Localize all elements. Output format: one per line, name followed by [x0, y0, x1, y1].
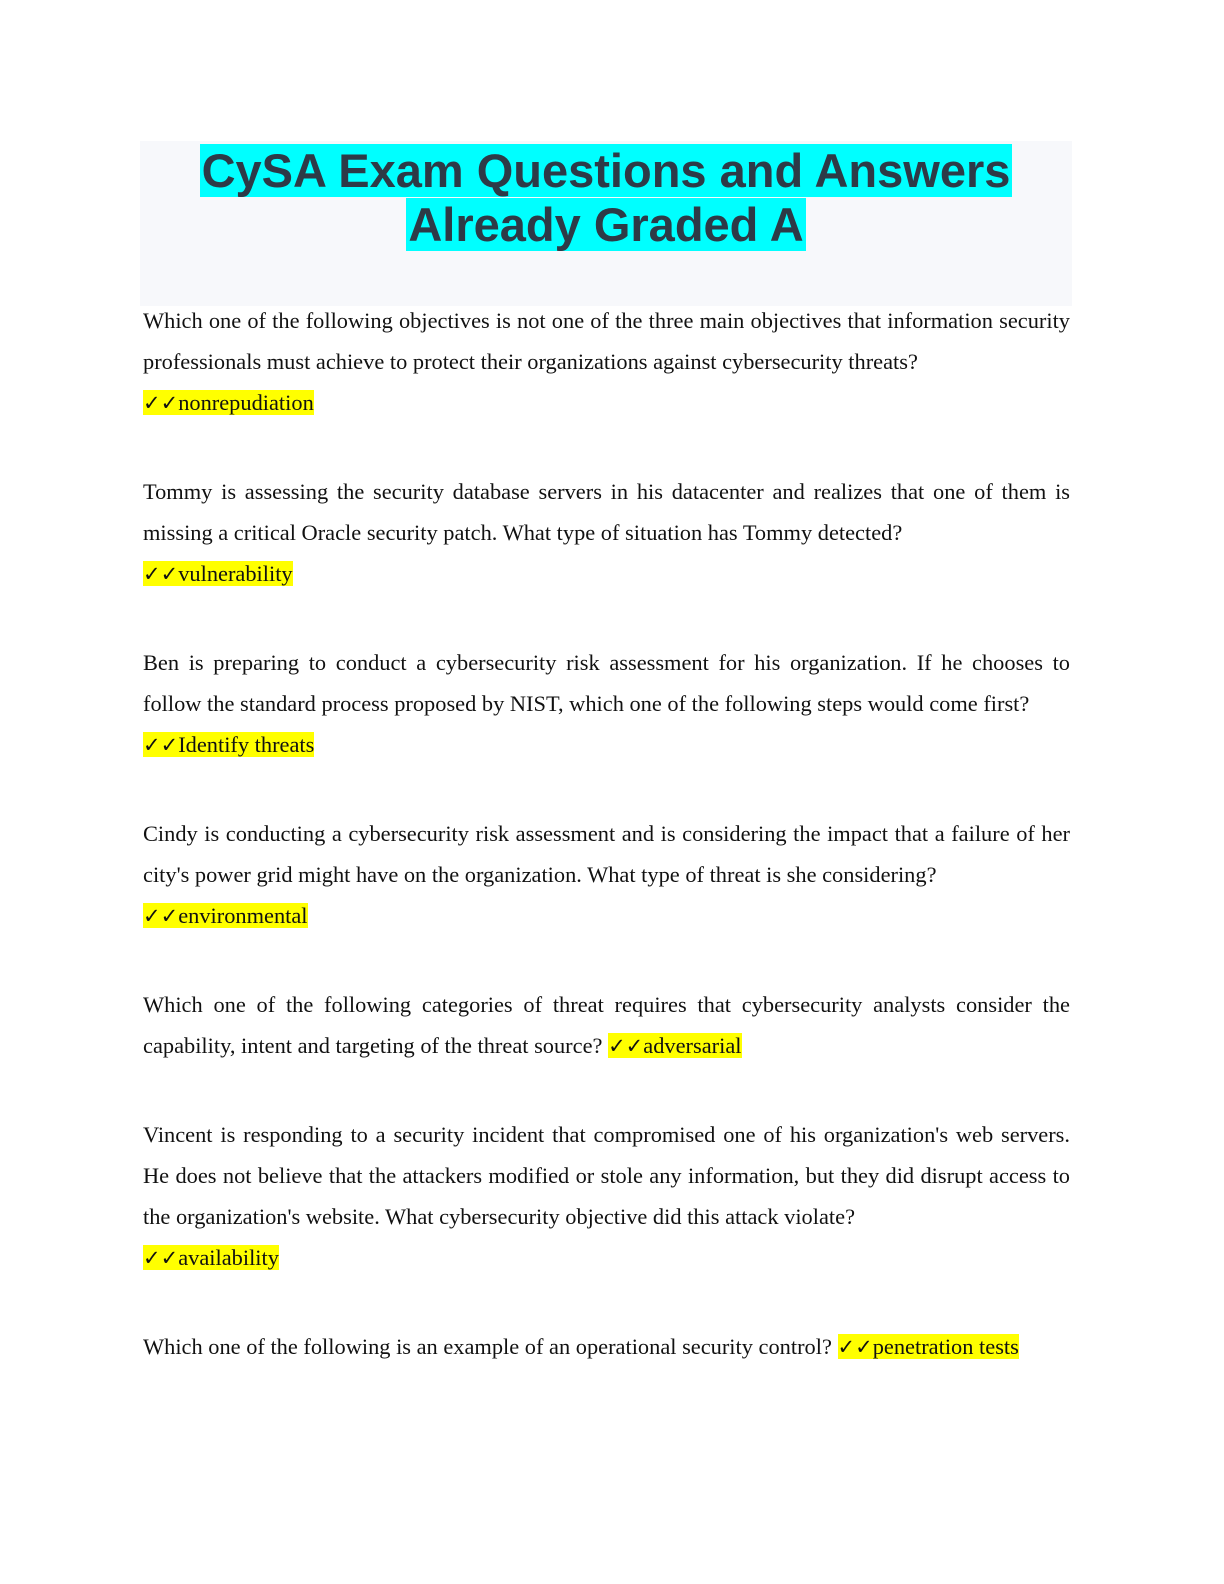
- document-title-line-1: CySA Exam Questions and Answers: [201, 144, 1011, 197]
- question-text: Which one of the following categories of threat requires that cybersecurity analysts consider the capability, intent and targeting of the threat source?: [143, 992, 1070, 1058]
- answer-text: nonrepudiation: [178, 390, 314, 415]
- double-check-icon: ✓✓: [837, 1335, 873, 1359]
- question-text: Vincent is responding to a security incident that compromised one of his organization's web servers. He does not believe that the attackers modified or stole any information, but they did disrupt access to the organization's website. What cybersecurity objective did this attack violate?: [143, 1122, 1070, 1229]
- qa-item-2: [143, 471, 1070, 595]
- double-check-icon: ✓✓: [143, 391, 179, 415]
- question-text: Which one of the following is an example of an operational security control?: [143, 1334, 832, 1359]
- answer-highlight: [143, 903, 308, 928]
- question-text: Which one of the following objectives is not one of the three main objectives that information security professionals must achieve to protect their organizations against cybersecurity threats?: [143, 308, 1070, 374]
- document-title-line-2: Already Graded A: [408, 198, 804, 251]
- double-check-icon: ✓✓: [143, 1246, 179, 1270]
- answer-text: environmental: [178, 903, 308, 928]
- qa-item-3: [143, 642, 1070, 766]
- qa-item-7: [143, 1326, 1070, 1368]
- answer-highlight: [143, 732, 314, 757]
- title-block: [140, 141, 1072, 306]
- answer-highlight: [143, 561, 293, 586]
- answer-text: penetration tests: [872, 1334, 1019, 1359]
- qa-item-6: [143, 1114, 1070, 1279]
- qa-list: [143, 300, 1070, 1368]
- answer-text: vulnerability: [178, 561, 293, 586]
- double-check-icon: ✓✓: [143, 904, 179, 928]
- qa-item-5: [143, 984, 1070, 1067]
- answer-highlight: [143, 390, 314, 415]
- answer-text: availability: [178, 1245, 279, 1270]
- answer-text: Identify threats: [178, 732, 315, 757]
- answer-highlight: [608, 1033, 741, 1058]
- answer-text: adversarial: [643, 1033, 742, 1058]
- qa-item-1: [143, 300, 1070, 424]
- double-check-icon: ✓✓: [143, 733, 179, 757]
- double-check-icon: ✓✓: [608, 1034, 644, 1058]
- double-check-icon: ✓✓: [143, 562, 179, 586]
- question-text: Cindy is conducting a cybersecurity risk assessment and is considering the impact that a failure of her city's power grid might have on the organization. What type of threat is she considering?: [143, 821, 1070, 887]
- question-text: Ben is preparing to conduct a cybersecurity risk assessment for his organization. If he chooses to follow the standard process proposed by NIST, which one of the following steps would come first?: [143, 650, 1070, 716]
- question-text: Tommy is assessing the security database servers in his datacenter and realizes that one of them is missing a critical Oracle security patch. What type of situation has Tommy detected?: [143, 479, 1070, 545]
- answer-highlight: [838, 1334, 1019, 1359]
- answer-highlight: [143, 1245, 279, 1270]
- qa-item-4: [143, 813, 1070, 937]
